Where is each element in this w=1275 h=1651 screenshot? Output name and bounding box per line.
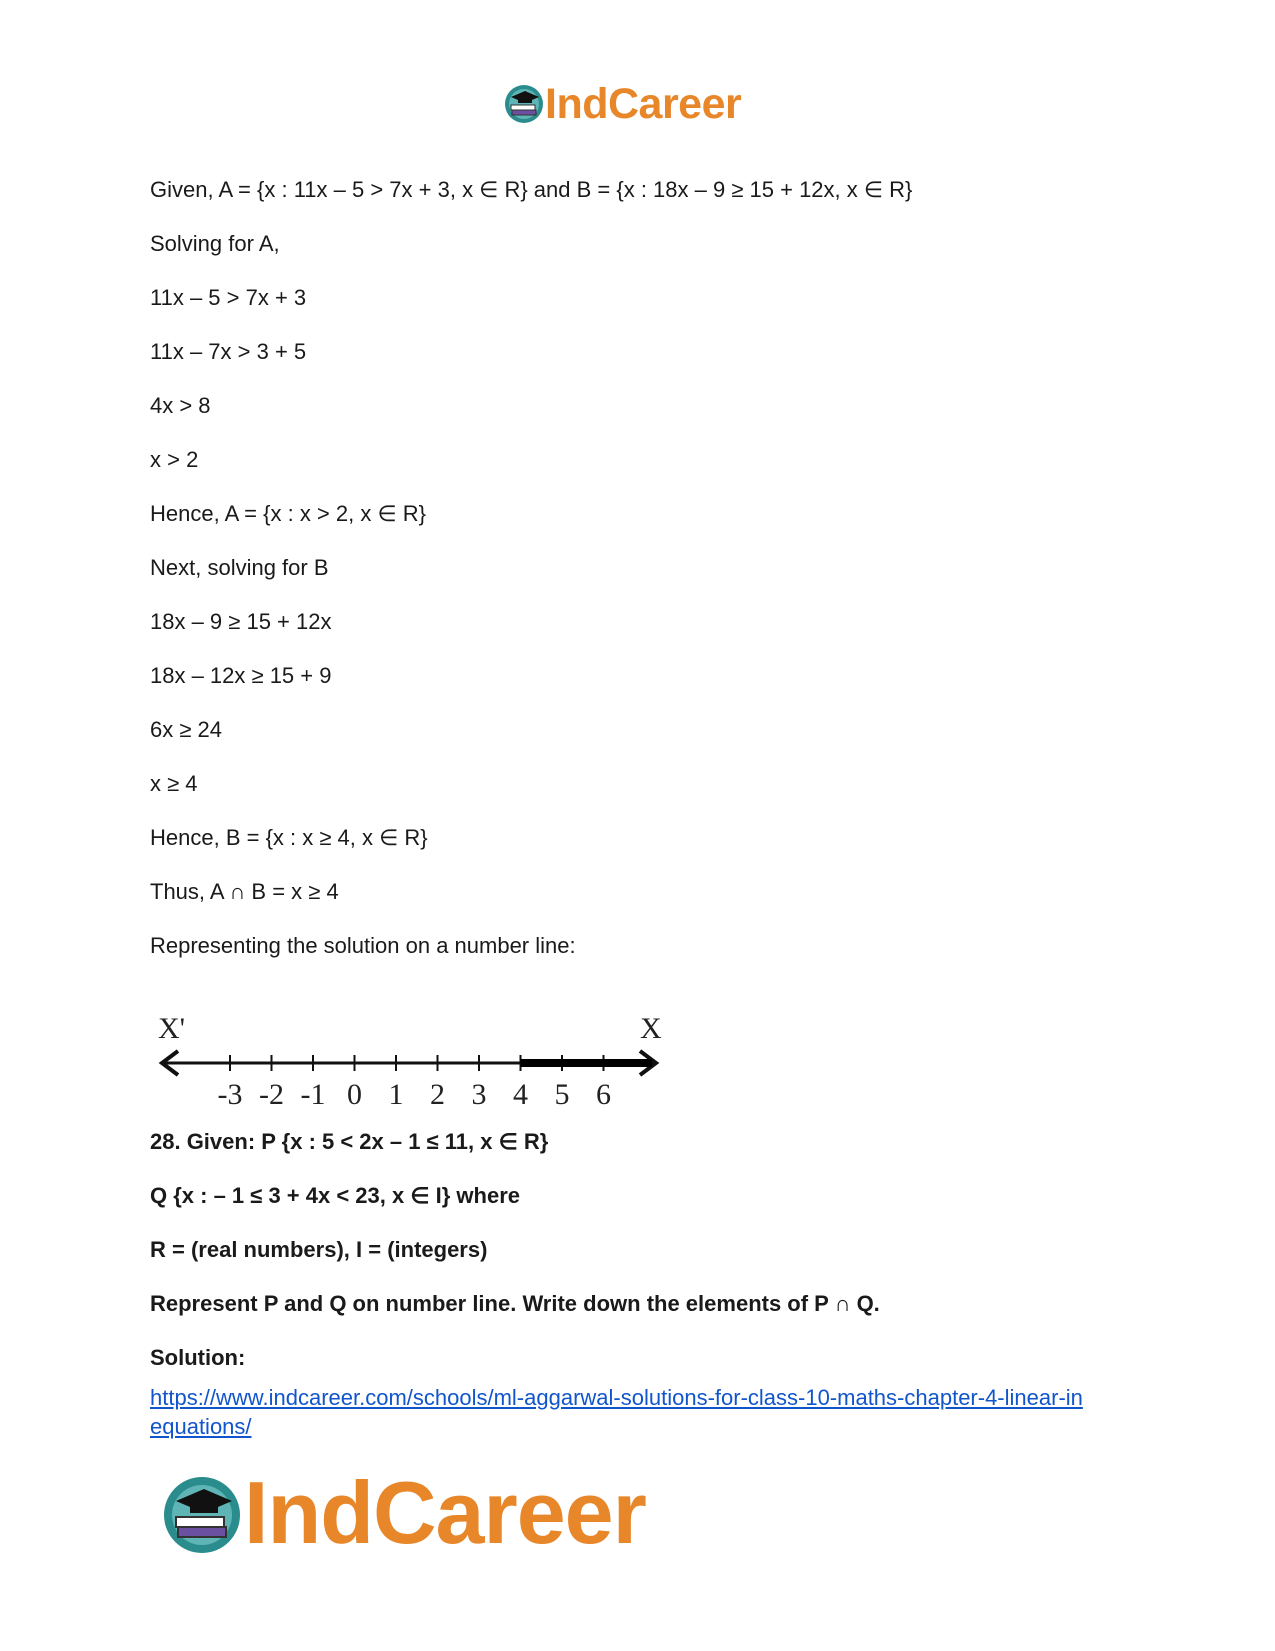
solution-line: 4x > 8 bbox=[150, 393, 211, 418]
solution-line: Thus, A ∩ B = x ≥ 4 bbox=[150, 879, 339, 904]
number-line-tick-label: 0 bbox=[347, 1078, 362, 1111]
solution-line: Representing the solution on a number line: bbox=[150, 933, 576, 958]
graduation-cap-book-icon bbox=[503, 83, 545, 125]
solution-line: Given, A = {x : 11x – 5 > 7x + 3, x ∈ R} and B = {x : 18x – 9 ≥ 15 + 12x, x ∈ R} bbox=[150, 177, 913, 202]
number-line-tick-label: 3 bbox=[471, 1078, 487, 1111]
number-line-tick-label: -2 bbox=[259, 1078, 284, 1111]
solution-line: Hence, A = {x : x > 2, x ∈ R} bbox=[150, 501, 426, 526]
solution-line: Solving for A, bbox=[150, 231, 280, 256]
number-line-right-label: X bbox=[640, 1012, 662, 1045]
solution-line: x > 2 bbox=[150, 447, 199, 472]
solution-line: x ≥ 4 bbox=[150, 771, 198, 796]
number-line-left-label: X' bbox=[158, 1012, 186, 1045]
question-line: Q {x : – 1 ≤ 3 + 4x < 23, x ∈ I} where bbox=[150, 1183, 520, 1208]
number-line-tick-label: 4 bbox=[513, 1078, 528, 1111]
question-line: R = (real numbers), I = (integers) bbox=[150, 1237, 488, 1262]
number-line-tick-label: 2 bbox=[430, 1078, 445, 1111]
solution-line: Hence, B = {x : x ≥ 4, x ∈ R} bbox=[150, 825, 428, 850]
solution-line: 6x ≥ 24 bbox=[150, 717, 223, 742]
number-line-tick-label: 6 bbox=[596, 1078, 611, 1111]
solution-line: Next, solving for B bbox=[150, 555, 329, 580]
indcareer-logo-bottom bbox=[160, 1465, 720, 1565]
question-line: 28. Given: P {x : 5 < 2x – 1 ≤ 11, x ∈ R} bbox=[150, 1129, 549, 1154]
solution-line: 11x – 7x > 3 + 5 bbox=[150, 339, 307, 364]
number-line-tick-label: -1 bbox=[300, 1078, 326, 1111]
brand-wordmark: IndCareer bbox=[244, 1463, 646, 1562]
solution-line: 18x – 12x ≥ 15 + 9 bbox=[150, 663, 332, 688]
solution-heading: Solution: bbox=[150, 1345, 246, 1370]
solution-link-line-1[interactable]: https://www.indcareer.com/schools/ml-aggarwal-solutions-for-class-10-maths-chapter-4-linear-in bbox=[150, 1385, 1083, 1410]
solution-line: 18x – 9 ≥ 15 + 12x bbox=[150, 609, 332, 634]
solution-line: 11x – 5 > 7x + 3 bbox=[150, 285, 307, 310]
solution-link-line-2[interactable]: equations/ bbox=[150, 1414, 252, 1439]
brand-wordmark: IndCareer bbox=[545, 80, 742, 128]
number-line-tick-label: 5 bbox=[554, 1078, 570, 1111]
number-line-tick-label: 1 bbox=[388, 1078, 404, 1111]
graduation-cap-book-icon bbox=[160, 1473, 244, 1557]
question-line: Represent P and Q on number line. Write down the elements of P ∩ Q. bbox=[150, 1291, 880, 1316]
indcareer-logo-top bbox=[503, 78, 783, 130]
number-line-tick-label: -3 bbox=[217, 1078, 243, 1111]
number-line-diagram bbox=[154, 1008, 704, 1118]
